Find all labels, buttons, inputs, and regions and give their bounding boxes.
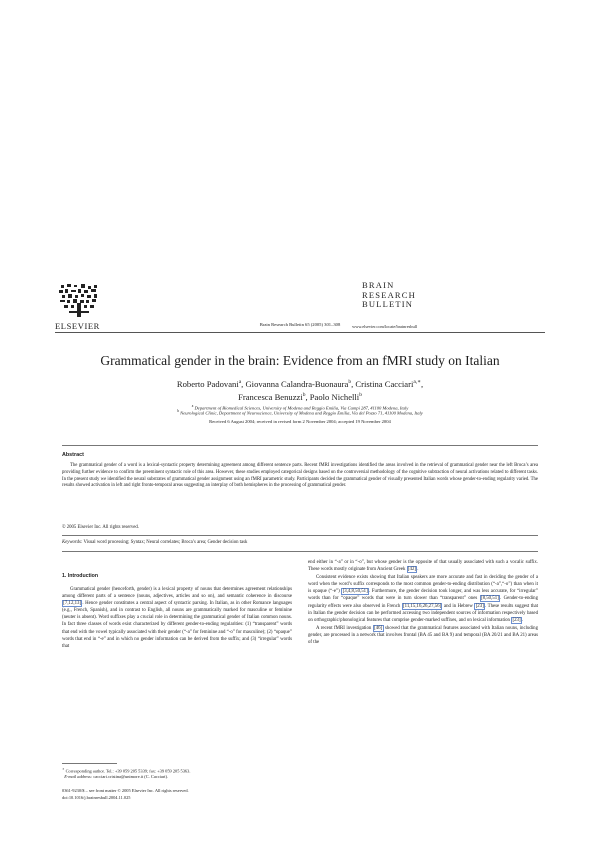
journal-reference: Brain Research Bulletin 65 (2005) 301–308 (259, 322, 341, 327)
paragraph-text: . Gender-to-ending regularity effects were also observed in French (308, 596, 539, 609)
footnote-text: Corresponding author. Tel.: +39 059 205 5339; fax: +39 059 205 5363. (65, 768, 191, 774)
author-name: Cristina Cacciari (355, 378, 414, 389)
abstract-copyright: © 2005 Elsevier Inc. All rights reserved. (62, 525, 139, 530)
paragraph-text: . These results suggest that in Italian the gender decision can be performed accessing two independent sources of information respectively based on orthographic/phonological features that comprise gender-marked suffixes, and on lexical information (308, 603, 538, 623)
body-top-rule (62, 551, 538, 552)
elsevier-tree-logo (57, 283, 101, 319)
body-column-left (62, 586, 292, 651)
authors-line-1: Roberto Padovani$^a$, Giovanna Calandra-Buonaura$^b$, Cristina Cacciari$^{a,∗}$, (176, 378, 424, 389)
paragraph-text: . (521, 617, 524, 623)
paragraph-text: A recent fMRI investigation (316, 625, 373, 631)
received-dates: Received 6 August 2004; received in revised form 2 November 2004; accepted 19 November 2004 (209, 419, 391, 424)
author-affil-marker: b (359, 391, 362, 398)
email-label: E-mail address: (64, 774, 93, 780)
paragraph-text: showed that the grammatical features associated with Italian nouns, including gender, are processed in a network that involves frontal (BA 45 and BA 9) and temporal (BA 20/21 and BA 21) areas of the (308, 625, 538, 646)
author-affil-marker: a (238, 379, 242, 385)
paragraph-text: . (417, 567, 419, 573)
brand-line-2: RESEARCH (362, 289, 416, 300)
paragraph-text: and in Hebrew (442, 603, 475, 609)
citation-link[interactable]: [11,15,16,26,27,56] (403, 603, 442, 609)
doi-line[interactable]: doi:10.1016/j.brainresbull.2004.11.025 (62, 794, 131, 800)
abstract-body (62, 463, 538, 490)
citation-link[interactable]: [23] (475, 603, 484, 609)
abstract-top-rule (62, 445, 538, 446)
article-title: Grammatical gender in the brain: Evidence from an fMRI study on Italian (100, 353, 500, 368)
author-affil-marker: a,∗ (413, 379, 421, 385)
author-name: Giovanna Calandra-Buonaura (245, 378, 349, 389)
keywords-list: Visual word processing; Syntax; Neural correlates; Broca’s area; Gender decision task (83, 540, 248, 545)
section-heading-introduction: 1. Introduction (62, 573, 99, 579)
keywords (62, 540, 247, 545)
keywords-rule (62, 535, 538, 536)
paragraph-text: Grammatical gender (henceforth, gender) is a lexical property of nouns that determines agreement relationships among different parts of a sentence (nouns, adjectives, articles and so on), and semantic coherence in discourse (62, 587, 292, 600)
affiliation-marker: a (191, 404, 194, 408)
intro-paragraph-2 (308, 574, 538, 624)
journal-url-link[interactable]: www.elsevier.com/locate/brainresbull (352, 324, 417, 329)
citation-link[interactable]: [7,12,13] (63, 601, 82, 607)
author-name: Paolo Nichelli (309, 391, 360, 402)
paragraph-text: end either in “-a” or in “-o”, but whose gender is the opposite of that usually associated with such a vocalic suffix. These words mostly originate from Ancient Greek (308, 560, 538, 573)
author-name: Roberto Padovani (176, 378, 239, 389)
citation-link[interactable]: [8,50,51] (480, 596, 499, 602)
footnote-marker: ∗ (62, 767, 65, 771)
paragraph-text: . Furthermore, the gender decision took longer, and was less accurate, for “irregular” words than for “opaque” words that were in turn slower than “transparent” ones (308, 589, 538, 602)
paragraph-text: . Hence gender constitutes a central aspect of syntactic parsing. In Italian, as in other Romance languages (e.g., French, Spanish), and in contrast to English, all nouns are grammatically marked for masculine or feminine (neuter is absent). Word suffixes play a crucial role in determining the grammatical gender of Italian common nouns. In fact three classes of words exist characterized by different gender-to-ending regularities: (1) “transparent” words that end with the vowel typically associated with their gender (“-a” for feminine and “-o” for masculine); (2) “opaque” words that end in “-e” and in which no gender information can be derived from the suffix; and (3) “irregular” words that (62, 601, 292, 649)
citation-link[interactable]: [23] (512, 617, 521, 623)
brand-line-3: BULLETIN (362, 299, 414, 309)
footnote-line-2 (62, 774, 292, 780)
header-divider (55, 332, 545, 333)
abstract-paragraph: The grammatical gender of a word is a lexical-syntactic property determining agreement among different sentence parts. Recent fMRI investigations identified the areas involved in the retrieval of grammatical gender near the left Broca’s area providing further evidence to confirm the preeminent syntactic role of this area. However, these studies employed categorical designs based on the controversial methodology of the cognitive subtraction of neural activations related to different tasks. In the present study we identified the neural substrates of grammatical gender assignment using an fMRI parametric study. Participants decided the grammatical gender of visually presented Italian words whose gender-to-ending regularity varied. The results showed activation in left and right fronto-temporal areas suggesting an interplay of both hemispheres in the processing of grammatical gender. (62, 463, 538, 489)
affiliation-text: Department of Biomedical Sciences, University of Modena and Reggio Emilia, Via Campi 287, 41100 Modena, Italy (194, 405, 409, 411)
author-list (80, 377, 520, 403)
intro-paragraph-3 (308, 625, 538, 646)
brand-line-1: BRAIN (362, 280, 395, 290)
footnote-rule (62, 763, 117, 764)
corresponding-author-footnote (62, 766, 292, 780)
paragraph-text: Consistent evidence exists showing that Italian speakers are more accurate and fast in deciding the gender of a word when the word’s suffix corresponds to the most common gender-to-ending distribution (“-a”,“-o”) than when it is opaque (“-e”) (308, 575, 538, 595)
intro-paragraph-1 (62, 586, 292, 650)
abstract-heading: Abstract (62, 452, 84, 458)
issn-line: 0361-9230/$ – see front matter © 2005 Elsevier Inc. All rights reserved. (62, 788, 189, 793)
author-affil-marker: b (348, 379, 352, 385)
front-matter-info (62, 788, 302, 802)
author-name: Francesca Benuzzi (238, 391, 303, 402)
citation-link[interactable]: [3,4,8,50,51] (342, 589, 368, 595)
footnote-line-1 (62, 766, 292, 774)
citation-link[interactable]: [42] (407, 567, 416, 573)
citation-link[interactable]: [46] (374, 625, 383, 631)
intro-paragraph-continued (308, 559, 538, 573)
affiliation-marker: b (177, 409, 179, 413)
affiliation-text: Neurological Clinic, Department of Neuroscience, University of Modena and Reggio Emilia, Via del Pozzo 71, 41100 Modena, Italy (180, 410, 423, 416)
body-column-right (308, 559, 538, 647)
author-affil-marker: b (302, 391, 306, 398)
publisher-name: ELSEVIER (55, 321, 100, 331)
keywords-label: Keywords: (62, 540, 83, 545)
authors-line-2: Francesca Benuzzi$^b$, Paolo Nichelli$^b$ (238, 391, 362, 402)
email-address[interactable]: cacciari.cristina@unimore.it (C. Cacciari). (93, 774, 169, 780)
journal-brand-logo (362, 281, 422, 310)
affiliation-b (80, 409, 520, 416)
